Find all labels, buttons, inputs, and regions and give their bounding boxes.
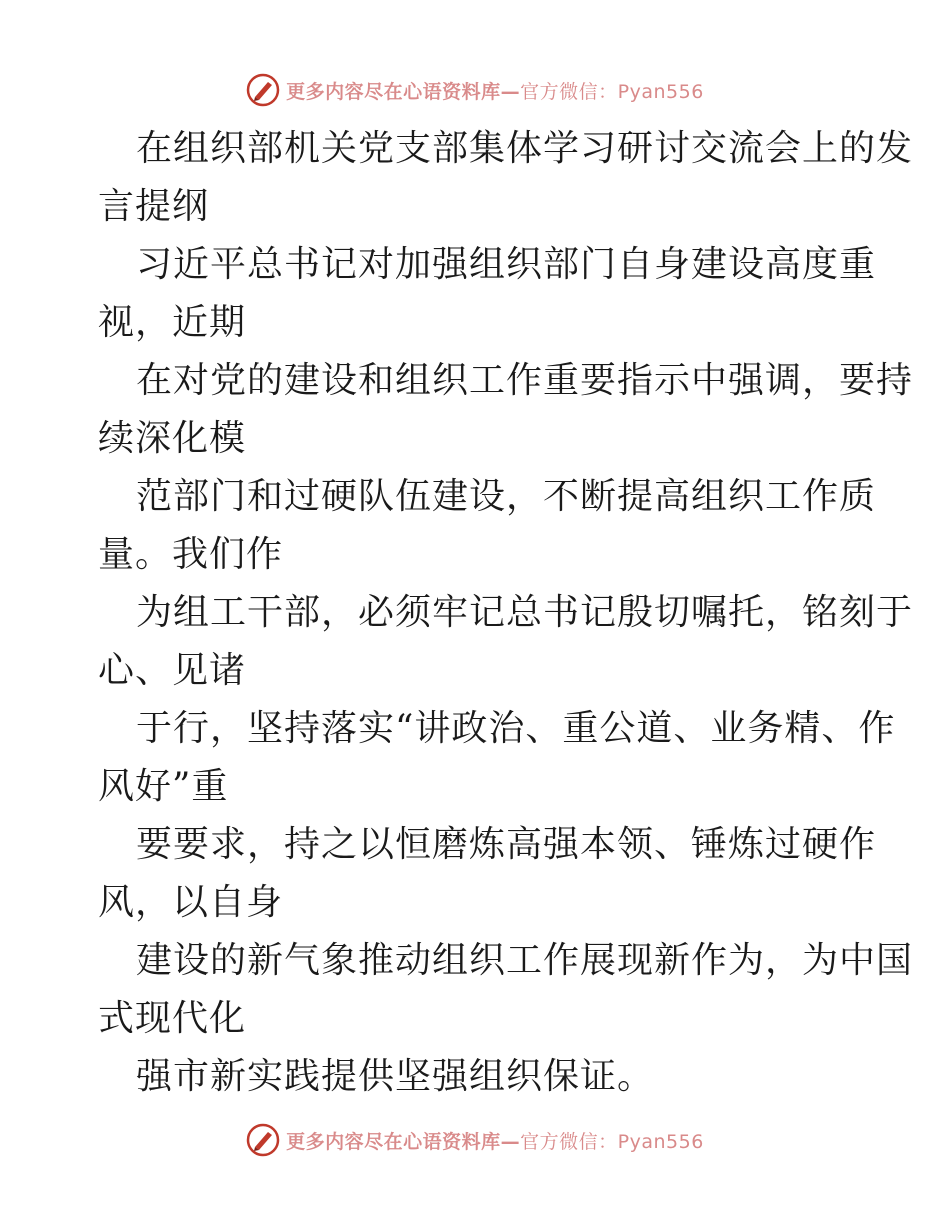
paragraph-2-line-2: 视，近期 bbox=[98, 302, 247, 343]
document-body bbox=[98, 120, 914, 1106]
paragraph-9-line-1: 强市新实践提供坚强组织保证。 bbox=[136, 1056, 655, 1097]
paragraph-7-line-1: 要要求，持之以恒磨炼高强本领、锤炼过硬作 bbox=[136, 824, 877, 865]
pen-logo-icon bbox=[246, 1123, 280, 1157]
paragraph-9 bbox=[98, 1048, 858, 1106]
footer-watermark bbox=[0, 1120, 950, 1160]
paragraph-1-line-2: 言提纲 bbox=[98, 186, 210, 227]
paragraph-6-line-1: 于行，坚持落实“讲政治、重公道、业务精、作 bbox=[136, 708, 896, 749]
paragraph-7-line-2: 风，以自身 bbox=[98, 882, 284, 923]
watermark-wechat-text: 官方微信：Pyan556 bbox=[520, 1130, 704, 1153]
paragraph-2-line-1: 习近平总书记对加强组织部门自身建设高度重 bbox=[136, 244, 877, 285]
watermark-wechat-text: 官方微信：Pyan556 bbox=[520, 80, 704, 103]
paragraph-5-line-2: 心、见诸 bbox=[98, 650, 247, 691]
paragraph-8 bbox=[98, 932, 914, 1048]
header-watermark bbox=[0, 70, 950, 110]
paragraph-5-line-1: 为组工干部，必须牢记总书记殷切嘱托，铭刻于 bbox=[136, 592, 914, 633]
paragraph-4 bbox=[98, 468, 877, 584]
paragraph-7 bbox=[98, 816, 877, 932]
paragraph-8-line-2: 式现代化 bbox=[98, 998, 247, 1039]
paragraph-3 bbox=[98, 352, 914, 468]
paragraph-5 bbox=[98, 584, 914, 700]
paragraph-4-line-1: 范部门和过硬队伍建设，不断提高组织工作质 bbox=[136, 476, 877, 517]
watermark-site-text: 更多内容尽在心语资料库— bbox=[286, 1130, 521, 1153]
paragraph-8-line-1: 建设的新气象推动组织工作展现新作为，为中国 bbox=[136, 940, 914, 981]
paragraph-2 bbox=[98, 236, 877, 352]
paragraph-6-line-2: 风好”重 bbox=[98, 766, 229, 807]
pen-logo-icon bbox=[246, 73, 280, 107]
watermark-site-text: 更多内容尽在心语资料库— bbox=[286, 80, 521, 103]
paragraph-3-line-1: 在对党的建设和组织工作重要指示中强调，要持 bbox=[136, 360, 914, 401]
paragraph-4-line-2: 量。我们作 bbox=[98, 534, 284, 575]
paragraph-6 bbox=[98, 700, 896, 816]
paragraph-1 bbox=[98, 120, 914, 236]
paragraph-3-line-2: 续深化模 bbox=[98, 418, 247, 459]
paragraph-1-line-1: 在组织部机关党支部集体学习研讨交流会上的发 bbox=[136, 128, 914, 169]
